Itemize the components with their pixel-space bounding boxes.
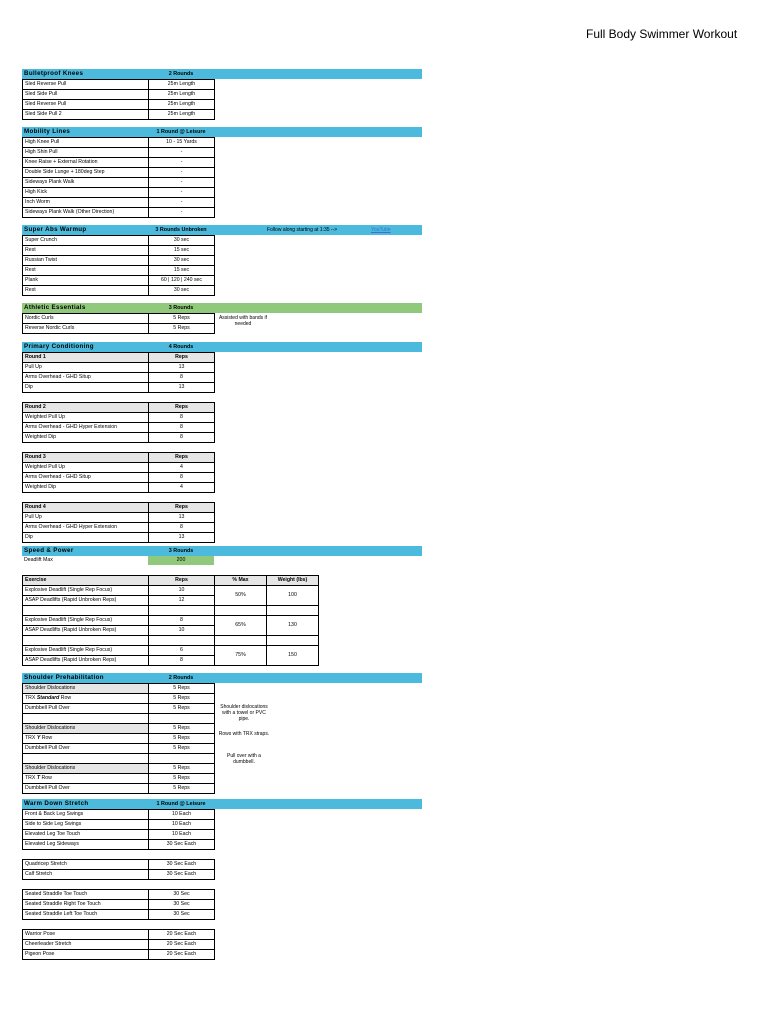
section-rounds: 3 Rounds (168, 305, 194, 311)
exercise-reps: 13 (149, 363, 215, 373)
exercise-name: Sled Side Pull (23, 90, 149, 100)
exercise-reps: 5 Reps (149, 724, 215, 734)
table-row (23, 950, 215, 960)
exercise-name: High Shin Pull (23, 148, 149, 158)
exercise-name: Weighted Pull Up (23, 413, 149, 423)
exercise-name: Sideways Plank Walk (Other Direction) (23, 208, 149, 218)
col-exercise: Exercise (23, 576, 149, 586)
round-name: Round 3 (23, 453, 149, 463)
shoulder-note-pullover: Pull over with a dumbbell. (227, 753, 261, 766)
table-row (23, 246, 215, 256)
exercise-reps: 5 Reps (149, 704, 215, 714)
stretch-table (22, 859, 215, 880)
table-row (23, 910, 215, 920)
exercise-reps: 5 Reps (149, 734, 215, 744)
stretch-name: Seated Straddle Right Toe Touch (23, 900, 149, 910)
exercise-name: Rest (23, 286, 149, 296)
stretch-amount: 30 Sec Each (149, 860, 215, 870)
stretch-amount: 30 Sec Each (149, 840, 215, 850)
table-row (23, 820, 215, 830)
exercise-name: Explosive Deadlift (Single Rep Focus) (23, 616, 149, 626)
section-title: Mobility Lines (24, 128, 71, 135)
section-primary-conditioning (22, 342, 422, 543)
section-super-abs-warmup (22, 225, 422, 296)
stretch-amount: 10 Each (149, 810, 215, 820)
table-row (23, 513, 215, 523)
table-row (23, 286, 215, 296)
table-row (23, 930, 215, 940)
stretch-name: Quadricep Stretch (23, 860, 149, 870)
section-rounds: 1 Round @ Leisure (156, 129, 206, 135)
stretch-name: Seated Straddle Left Toe Touch (23, 910, 149, 920)
round-header (23, 403, 215, 413)
stretch-amount: 30 Sec Each (149, 870, 215, 880)
exercise-name: Reverse Nordic Curls (23, 324, 149, 334)
table-row (23, 90, 215, 100)
table-row (23, 324, 215, 334)
exercise-name: Dumbbell Pull Over (23, 744, 149, 754)
exercise-reps: 5 Reps (149, 744, 215, 754)
exercise-name: Inch Worm (23, 198, 149, 208)
table-row (23, 314, 215, 324)
section-title: Super Abs Warmup (24, 226, 87, 233)
table-row (23, 744, 215, 754)
exercise-reps: 13 (149, 533, 215, 543)
exercise-table (22, 313, 215, 334)
exercise-name: Dip (23, 383, 149, 393)
deadlift-max-value: 200 (148, 556, 214, 565)
spacer-row (23, 636, 319, 646)
table-header (23, 576, 319, 586)
section-title: Primary Conditioning (24, 343, 94, 350)
table-row (23, 208, 215, 218)
section-bulletproof-knees (22, 69, 422, 120)
spacer-row (23, 714, 215, 724)
exercise-name: Explosive Deadlift (Single Rep Focus) (23, 586, 149, 596)
table-row (23, 704, 215, 714)
weight-lbs: 150 (267, 646, 319, 666)
exercise-name: Rest (23, 266, 149, 276)
exercise-name: Weighted Pull Up (23, 463, 149, 473)
exercise-amount: - (149, 158, 215, 168)
table-row (23, 734, 215, 744)
exercise-reps: 4 (149, 483, 215, 493)
exercise-name: Rest (23, 246, 149, 256)
exercise-name: Sled Reverse Pull (23, 100, 149, 110)
table-row (23, 413, 215, 423)
exercise-name: Russian Twist (23, 256, 149, 266)
exercise-reps: 13 (149, 383, 215, 393)
exercise-amount: 25m Length (149, 80, 215, 90)
table-row (23, 646, 319, 656)
exercise-amount: - (149, 208, 215, 218)
table-row (23, 168, 215, 178)
exercise-name: Pull Up (23, 363, 149, 373)
exercise-amount: 25m Length (149, 110, 215, 120)
exercise-name: Nordic Curls (23, 314, 149, 324)
spacer-row (23, 606, 319, 616)
stretch-name: Side to Side Leg Swings (23, 820, 149, 830)
stretch-amount: 30 Sec (149, 910, 215, 920)
exercise-reps: 5 Reps (149, 784, 215, 794)
stretch-name: Elevated Leg Toe Touch (23, 830, 149, 840)
spacer-row (23, 754, 215, 764)
table-row (23, 100, 215, 110)
section-header (22, 303, 422, 313)
exercise-reps: 8 (149, 413, 215, 423)
exercise-name: Dip (23, 533, 149, 543)
deadlift-max-row (22, 556, 214, 565)
stretch-amount: 10 Each (149, 820, 215, 830)
table-row (23, 483, 215, 493)
pct-max: 65% (215, 616, 267, 636)
stretch-name: Warrior Pose (23, 930, 149, 940)
exercise-amount: 10 - 15 Yards (149, 138, 215, 148)
exercise-table (22, 137, 215, 218)
reps-header: Reps (149, 453, 215, 463)
exercise-name: ASAP Deadlifts (Rapid Unbroken Reps) (23, 626, 149, 636)
table-row (23, 80, 215, 90)
section-title: Bulletproof Knees (24, 70, 84, 77)
exercise-name: Arms Overhead - GHD Situp (23, 473, 149, 483)
table-row (23, 890, 215, 900)
stretch-amount: 10 Each (149, 830, 215, 840)
pct-max: 75% (215, 646, 267, 666)
exercise-reps: 10 (149, 626, 215, 636)
table-row (23, 810, 215, 820)
deadlift-max-table (22, 556, 214, 565)
section-header (22, 673, 422, 683)
exercise-name: ASAP Deadlifts (Rapid Unbroken Reps) (23, 596, 149, 606)
table-row (23, 774, 215, 784)
exercise-name: Shoulder Dislocations (23, 764, 149, 774)
stretch-amount: 20 Sec Each (149, 940, 215, 950)
table-row (23, 830, 215, 840)
table-row (23, 110, 215, 120)
stretch-amount: 20 Sec Each (149, 950, 215, 960)
exercise-name: Weighted Dip (23, 483, 149, 493)
table-row (23, 586, 319, 596)
reps-header: Reps (149, 403, 215, 413)
table-row (23, 523, 215, 533)
exercise-table (22, 235, 215, 296)
round-table (22, 452, 215, 493)
exercise-name: Arms Overhead - GHD Hyper Extension (23, 523, 149, 533)
table-row (23, 860, 215, 870)
exercise-name: Dumbbell Pull Over (23, 704, 149, 714)
round-table (22, 402, 215, 443)
exercise-reps: 8 (149, 423, 215, 433)
section-header (22, 127, 422, 137)
weight-lbs: 100 (267, 586, 319, 606)
exercise-name: High Knee Pull (23, 138, 149, 148)
exercise-reps: 8 (149, 433, 215, 443)
section-athletic-essentials (22, 303, 422, 334)
follow-along-text: Follow along starting at 1:35 --> (267, 227, 338, 233)
shoulder-note-dislocations: Shoulder dislocations with a towel or PVC pipe. (220, 704, 268, 723)
table-row (23, 188, 215, 198)
exercise-name: Super Crunch (23, 236, 149, 246)
section-rounds: 3 Rounds (168, 548, 194, 554)
exercise-amount: - (149, 198, 215, 208)
table-row (23, 433, 215, 443)
exercise-reps: 8 (149, 523, 215, 533)
exercise-reps: 5 Reps (149, 694, 215, 704)
exercise-name: Pull Up (23, 513, 149, 523)
reps-header: Reps (149, 503, 215, 513)
section-rounds: 3 Rounds Unbroken (155, 227, 207, 233)
exercise-reps: 5 Reps (149, 764, 215, 774)
exercise-amount: 30 sec (149, 236, 215, 246)
col-weight: Weight (lbs) (267, 576, 319, 586)
exercise-amount: 15 sec (149, 246, 215, 256)
stretch-table (22, 929, 215, 960)
round-header (23, 453, 215, 463)
table-row (23, 148, 215, 158)
exercise-amount: 5 Reps (149, 314, 215, 324)
exercise-name: Sled Reverse Pull (23, 80, 149, 90)
table-row (23, 363, 215, 373)
exercise-amount: 5 Reps (149, 324, 215, 334)
section-rounds: 2 Rounds (168, 71, 194, 77)
section-title: Speed & Power (24, 547, 74, 554)
section-rounds: 4 Rounds (168, 344, 194, 350)
exercise-reps: 13 (149, 513, 215, 523)
table-row (23, 256, 215, 266)
table-row (23, 266, 215, 276)
table-row (23, 158, 215, 168)
exercise-table (22, 683, 215, 794)
exercise-amount: 30 sec (149, 256, 215, 266)
section-header (22, 342, 422, 352)
exercise-reps: 4 (149, 463, 215, 473)
youtube-link[interactable]: YouTube (371, 227, 391, 233)
table-row (23, 694, 215, 704)
exercise-name: TRX Y Row (23, 734, 149, 744)
table-row (23, 383, 215, 393)
table-row (23, 840, 215, 850)
section-rounds: 2 Rounds (168, 675, 194, 681)
exercise-reps: 6 (149, 646, 215, 656)
stretch-amount: 30 Sec (149, 890, 215, 900)
table-row (23, 784, 215, 794)
stretch-name: Front & Back Leg Swings (23, 810, 149, 820)
exercise-amount: - (149, 168, 215, 178)
reps-header: Reps (149, 353, 215, 363)
speed-power-table (22, 575, 319, 666)
exercise-reps: 8 (149, 373, 215, 383)
section-title: Athletic Essentials (24, 304, 86, 311)
table-row (23, 373, 215, 383)
exercise-reps: 12 (149, 596, 215, 606)
stretch-table (22, 889, 215, 920)
stretch-name: Calf Stretch (23, 870, 149, 880)
exercise-reps: 10 (149, 586, 215, 596)
col-reps: Reps (149, 576, 215, 586)
section-speed-power (22, 546, 422, 666)
section-mobility-lines (22, 127, 422, 218)
stretch-table (22, 809, 215, 850)
exercise-amount: 25m Length (149, 100, 215, 110)
exercise-name: TRX T Row (23, 774, 149, 784)
exercise-reps: 5 Reps (149, 684, 215, 694)
exercise-amount: - (149, 188, 215, 198)
exercise-name: Double Side Lunge + 180deg Step (23, 168, 149, 178)
exercise-name: ASAP Deadlifts (Rapid Unbroken Reps) (23, 656, 149, 666)
table-row (23, 940, 215, 950)
col-pct-max: % Max (215, 576, 267, 586)
table-row (23, 198, 215, 208)
round-name: Round 2 (23, 403, 149, 413)
table-row (23, 724, 215, 734)
exercise-reps: 8 (149, 616, 215, 626)
exercise-name: Plank (23, 276, 149, 286)
exercise-reps: 8 (149, 656, 215, 666)
section-warm-down-stretch (22, 799, 422, 960)
table-row (23, 684, 215, 694)
section-header (22, 546, 422, 556)
deadlift-max-label: Deadlift Max (24, 557, 53, 564)
table-row (23, 423, 215, 433)
exercise-name: Dumbbell Pull Over (23, 784, 149, 794)
exercise-name: High Kick (23, 188, 149, 198)
section-header (22, 799, 422, 809)
exercise-name: Shoulder Dislocations (23, 724, 149, 734)
table-row (23, 764, 215, 774)
exercise-amount: 15 sec (149, 266, 215, 276)
round-name: Round 4 (23, 503, 149, 513)
exercise-name: Arms Overhead - GHD Hyper Extension (23, 423, 149, 433)
exercise-table (22, 79, 215, 120)
stretch-name: Pigeon Pose (23, 950, 149, 960)
exercise-reps: 8 (149, 473, 215, 483)
exercise-name: Shoulder Dislocations (23, 684, 149, 694)
exercise-name: Explosive Deadlift (Single Rep Focus) (23, 646, 149, 656)
section-header (22, 69, 422, 79)
stretch-name: Cheerleader Stretch (23, 940, 149, 950)
exercise-name: Arms Overhead - GHD Situp (23, 373, 149, 383)
exercise-name: Sideways Plank Walk (23, 178, 149, 188)
table-row (23, 236, 215, 246)
pct-max: 50% (215, 586, 267, 606)
section-title: Warm Down Stretch (24, 800, 89, 807)
exercise-amount: 30 sec (149, 286, 215, 296)
stretch-amount: 20 Sec Each (149, 930, 215, 940)
exercise-reps: 5 Reps (149, 774, 215, 784)
table-row (23, 178, 215, 188)
weight-lbs: 130 (267, 616, 319, 636)
exercise-name: Weighted Dip (23, 433, 149, 443)
exercise-name: TRX Standard Row (23, 694, 149, 704)
table-row (23, 870, 215, 880)
round-header (23, 503, 215, 513)
table-row (23, 616, 319, 626)
table-row (23, 276, 215, 286)
assist-note: Assisted with bands if needed (218, 315, 268, 328)
table-row (23, 533, 215, 543)
stretch-amount: 30 Sec (149, 900, 215, 910)
page-title: Full Body Swimmer Workout (586, 27, 738, 41)
round-header (23, 353, 215, 363)
exercise-name: Sled Side Pull 2 (23, 110, 149, 120)
stretch-name: Seated Straddle Toe Touch (23, 890, 149, 900)
round-table (22, 352, 215, 393)
stretch-name: Elevated Leg Sideways (23, 840, 149, 850)
exercise-amount: - (149, 178, 215, 188)
round-table (22, 502, 215, 543)
exercise-amount: 60 | 120 | 240 sec (149, 276, 215, 286)
shoulder-note-trx: Rows with TRX straps. (218, 731, 270, 737)
table-row (23, 900, 215, 910)
section-title: Shoulder Prehabilitation (24, 674, 104, 681)
exercise-amount: - (149, 148, 215, 158)
round-name: Round 1 (23, 353, 149, 363)
section-rounds: 1 Round @ Leisure (156, 801, 206, 807)
table-row (23, 463, 215, 473)
table-row (23, 138, 215, 148)
section-header (22, 225, 422, 235)
table-row (23, 473, 215, 483)
section-shoulder-prehabilitation (22, 673, 422, 794)
exercise-amount: 25m Length (149, 90, 215, 100)
exercise-name: Knee Raise + External Rotation (23, 158, 149, 168)
